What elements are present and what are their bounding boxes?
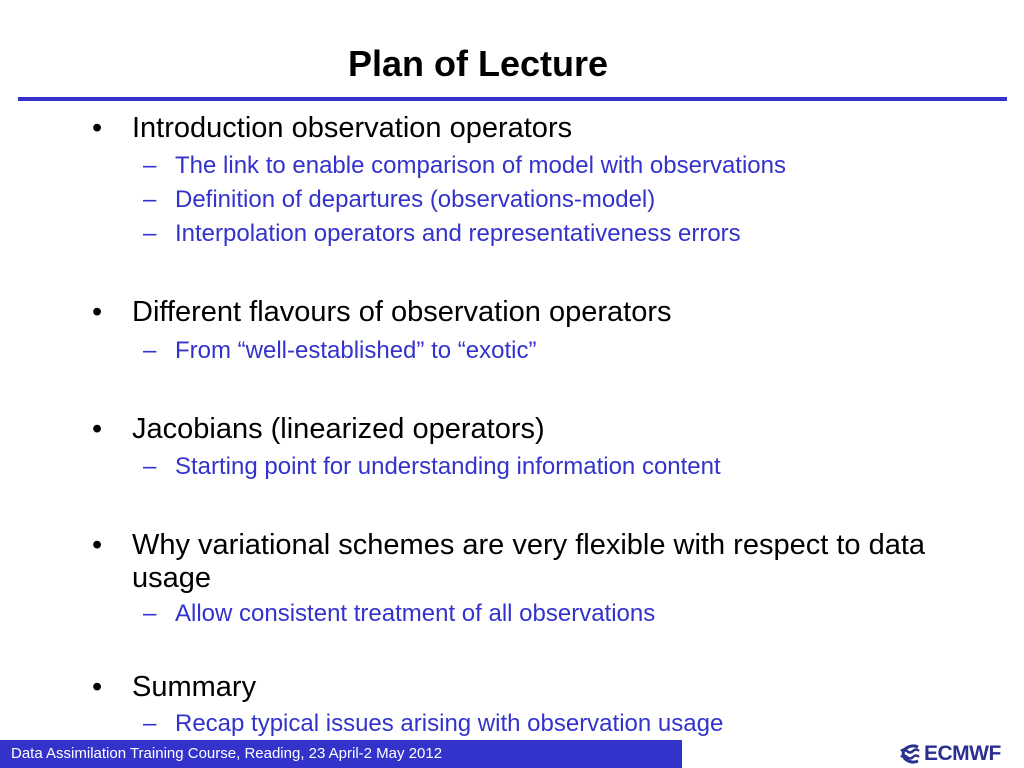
- sub-label: Recap typical issues arising with observation usage: [175, 710, 724, 737]
- bullet-item: [90, 413, 970, 446]
- bullet-label: Different flavours of observation operators: [132, 296, 672, 328]
- sub-label: Starting point for understanding information content: [175, 453, 721, 480]
- sub-item: [143, 336, 1003, 366]
- sub-item: [143, 185, 1003, 215]
- ecmwf-logo: [892, 741, 1020, 767]
- sub-marker: –: [143, 337, 157, 364]
- ecmwf-logo-text: ECMWF: [924, 742, 1001, 765]
- slide-title: Plan of Lecture: [347, 43, 609, 84]
- sub-item: [143, 151, 1003, 181]
- sub-marker: –: [143, 453, 157, 480]
- bullet-label: Why variational schemes are very flexible with respect to data usage: [132, 529, 926, 594]
- bullet-label: Jacobians (linearized operators): [132, 413, 545, 445]
- sub-label: Interpolation operators and representativeness errors: [175, 220, 741, 247]
- bullet-item: [90, 296, 970, 329]
- sub-item: [143, 709, 1003, 739]
- bullet-marker: •: [92, 413, 103, 445]
- sub-item: [143, 599, 1003, 629]
- footer-bar: [0, 740, 682, 768]
- bullet-label: Introduction observation operators: [132, 112, 573, 144]
- bullet-marker: •: [92, 529, 103, 561]
- bullet-item: [90, 671, 970, 704]
- bullet-label: Summary: [132, 671, 257, 703]
- ecmwf-logo-icon: [892, 743, 924, 765]
- sub-marker: –: [143, 186, 157, 213]
- sub-label: The link to enable comparison of model with observations: [175, 152, 786, 179]
- bullet-marker: •: [92, 112, 103, 144]
- bullet-marker: •: [92, 671, 103, 703]
- sub-item: [143, 219, 1003, 249]
- sub-item: [143, 452, 1003, 482]
- bullet-marker: •: [92, 296, 103, 328]
- sub-marker: –: [143, 220, 157, 247]
- footer-text: Data Assimilation Training Course, Reading, 23 April-2 May 2012: [11, 745, 443, 762]
- sub-label: Definition of departures (observations-model): [175, 186, 656, 213]
- sub-label: From “well-established” to “exotic”: [175, 337, 537, 364]
- bullet-item: [90, 112, 970, 145]
- sub-marker: –: [143, 710, 157, 737]
- sub-label: Allow consistent treatment of all observations: [175, 600, 656, 627]
- bullet-item: [90, 529, 970, 595]
- sub-marker: –: [143, 600, 157, 627]
- sub-marker: –: [143, 152, 157, 179]
